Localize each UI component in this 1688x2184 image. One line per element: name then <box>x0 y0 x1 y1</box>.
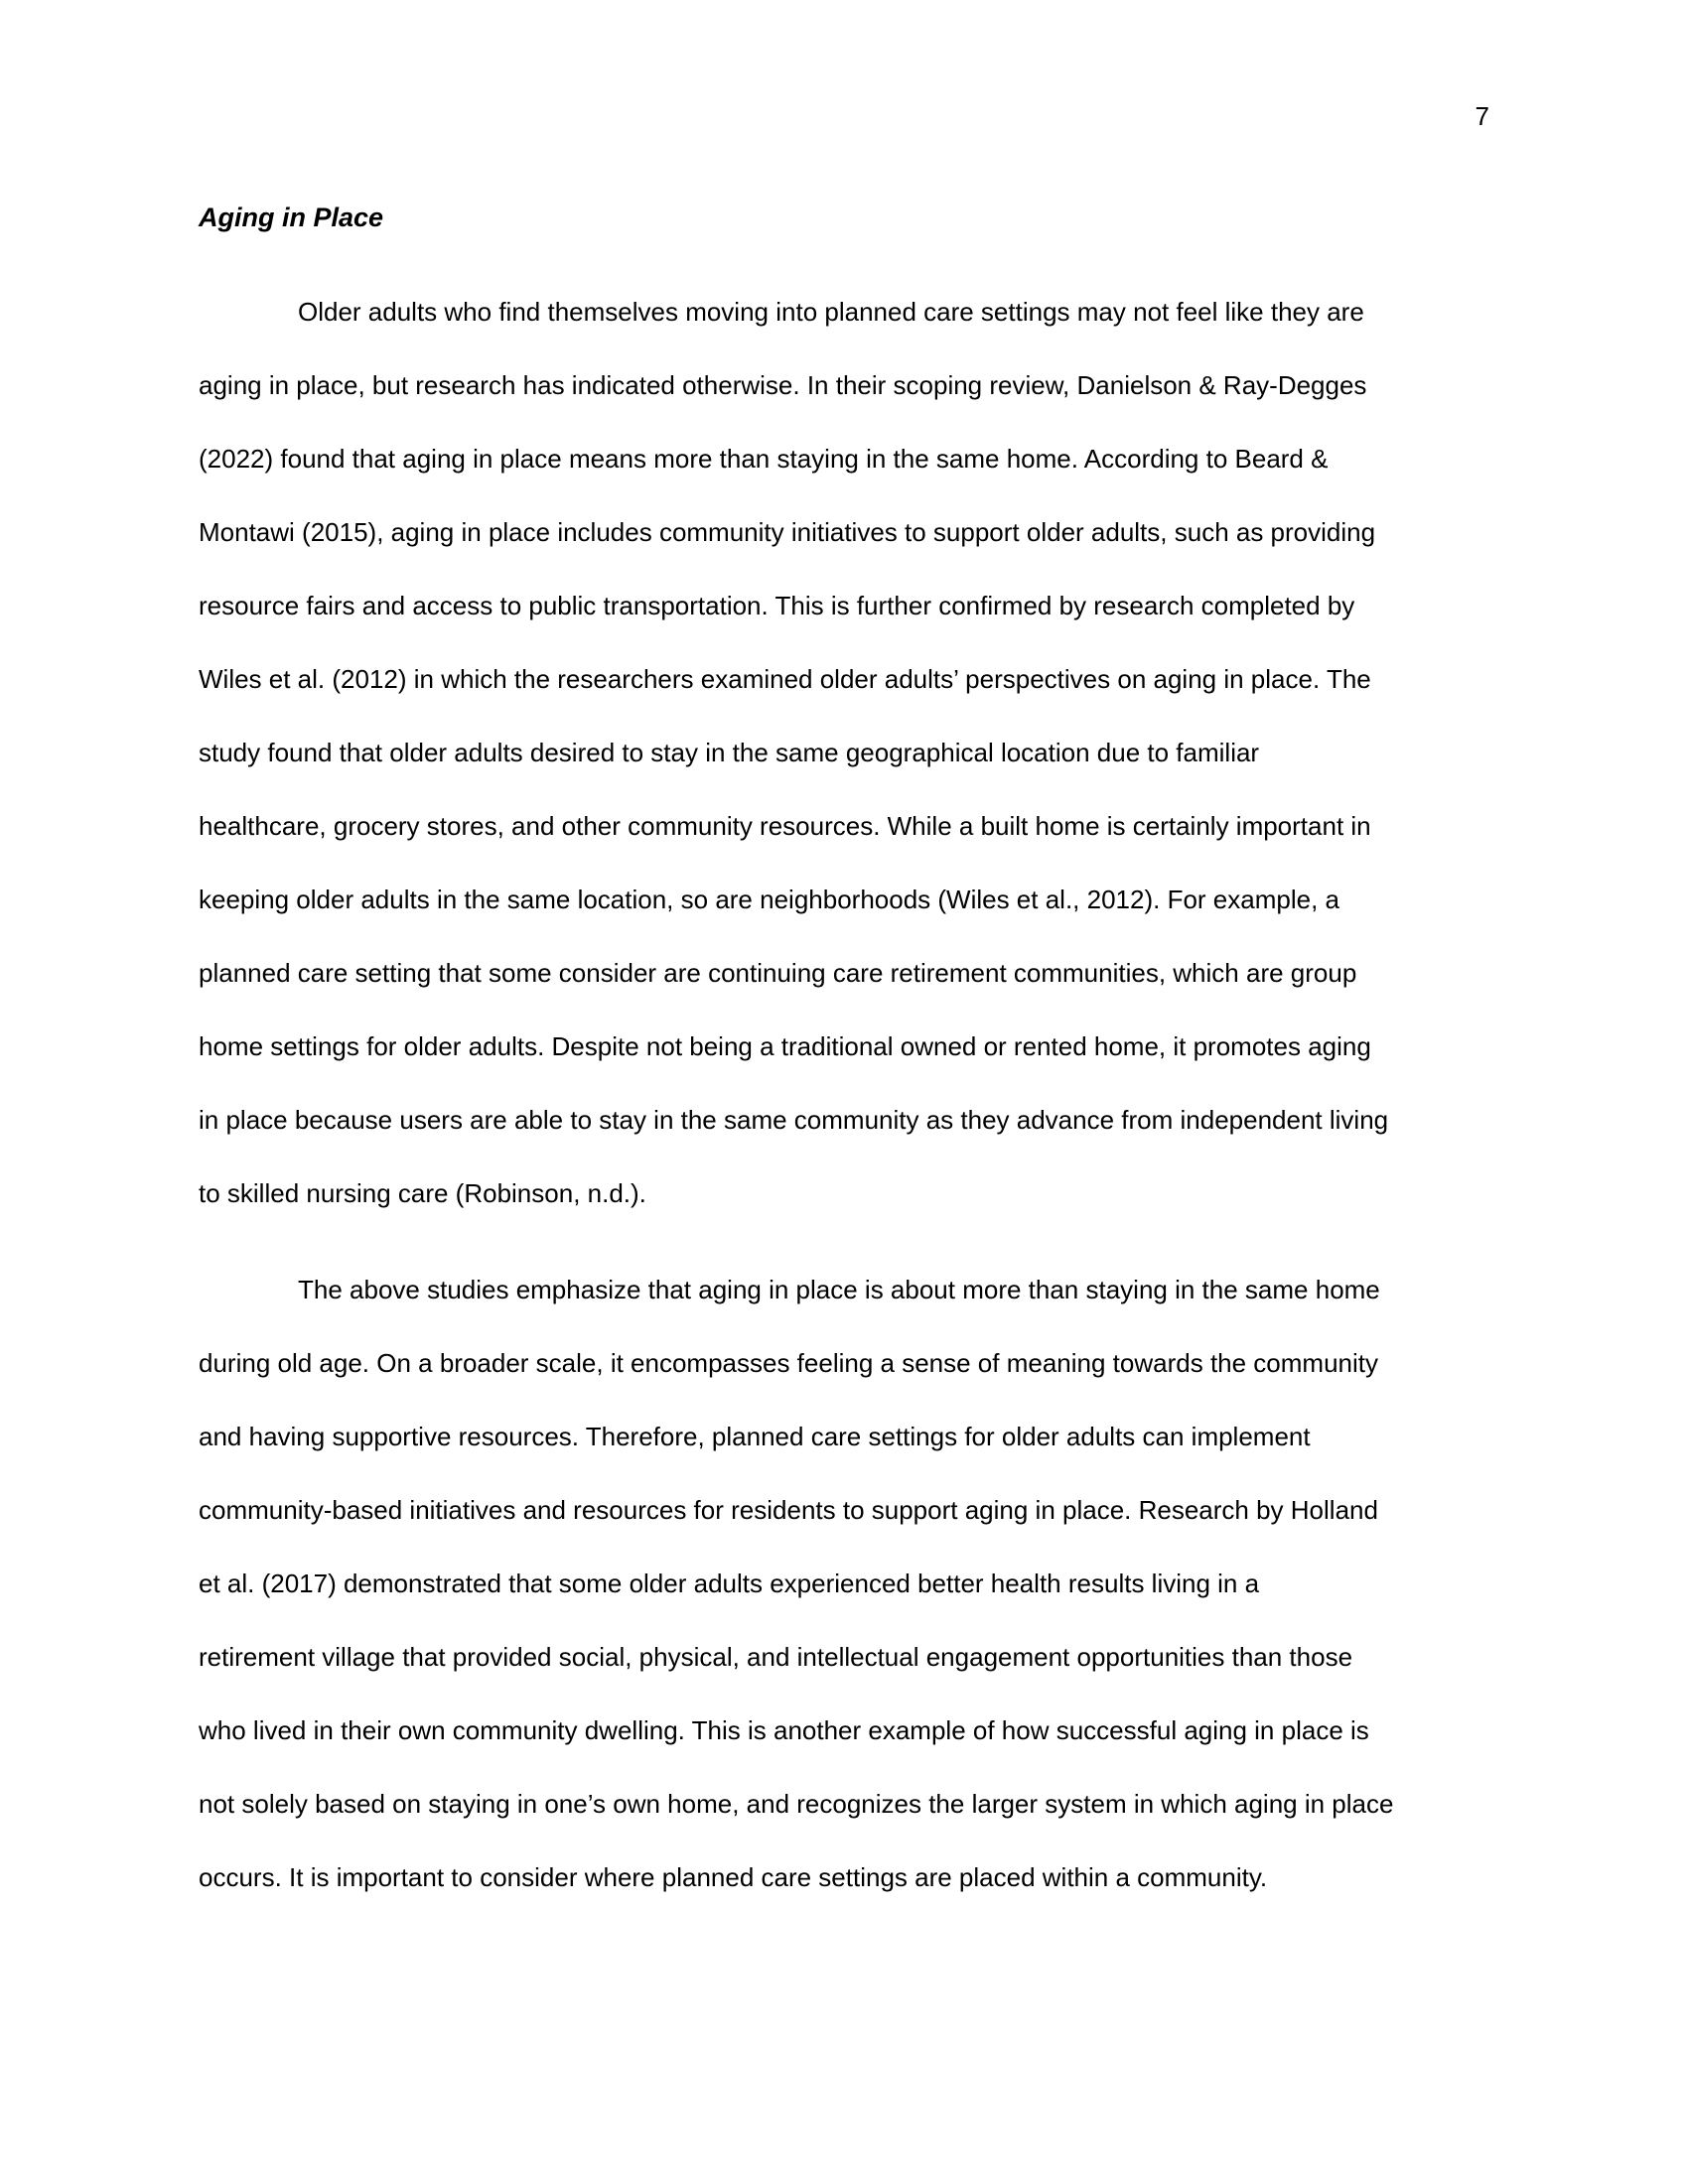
text-line: to skilled nursing care (Robinson, n.d.). <box>199 1178 646 1208</box>
text-line: planned care setting that some consider are continuing care retirement communities, which are group <box>199 958 1357 988</box>
text-line: (2022) found that aging in place means more than staying in the same home. According to Beard & <box>199 444 1329 474</box>
text-line: et al. (2017) demonstrated that some older adults experienced better health results living in a <box>199 1569 1260 1598</box>
text-line: study found that older adults desired to stay in the same geographical location due to familiar <box>199 738 1260 767</box>
text-line: resource fairs and access to public transportation. This is further confirmed by research completed by <box>199 591 1355 620</box>
text-line: during old age. On a broader scale, it encompasses feeling a sense of meaning towards the community <box>199 1348 1379 1378</box>
text-line: who lived in their own community dwelling. This is another example of how successful aging in place is <box>199 1715 1369 1745</box>
section-heading: Aging in Place <box>199 203 384 232</box>
text-line: aging in place, but research has indicated otherwise. In their scoping review, Danielson & Ray-Degges <box>199 370 1367 400</box>
text-line: not solely based on staying in one’s own home, and recognizes the larger system in which aging in place <box>199 1789 1394 1819</box>
text-line: Wiles et al. (2012) in which the researchers examined older adults’ perspectives on aging in place. The <box>199 664 1371 694</box>
text-line: occurs. It is important to consider where planned care settings are placed within a community. <box>199 1862 1268 1892</box>
text-line: Older adults who find themselves moving into planned care settings may not feel like they are <box>298 297 1364 327</box>
text-line: The above studies emphasize that aging in place is about more than staying in the same home <box>298 1275 1380 1304</box>
text-line: and having supportive resources. Therefore, planned care settings for older adults can implement <box>199 1422 1311 1451</box>
text-line: home settings for older adults. Despite not being a traditional owned or rented home, it promotes aging <box>199 1031 1371 1061</box>
page-number: 7 <box>1475 101 1489 131</box>
text-line: in place because users are able to stay in the same community as they advance from independent living <box>199 1105 1389 1135</box>
text-line: healthcare, grocery stores, and other community resources. While a built home is certainly important in <box>199 811 1371 841</box>
text-line: keeping older adults in the same location, so are neighborhoods (Wiles et al., 2012). For example, a <box>199 885 1339 914</box>
text-line: retirement village that provided social, physical, and intellectual engagement opportunities than those <box>199 1642 1353 1672</box>
text-line: community-based initiatives and resources for residents to support aging in place. Research by Holland <box>199 1495 1378 1525</box>
text-line: Montawi (2015), aging in place includes community initiatives to support older adults, such as providing <box>199 517 1376 547</box>
